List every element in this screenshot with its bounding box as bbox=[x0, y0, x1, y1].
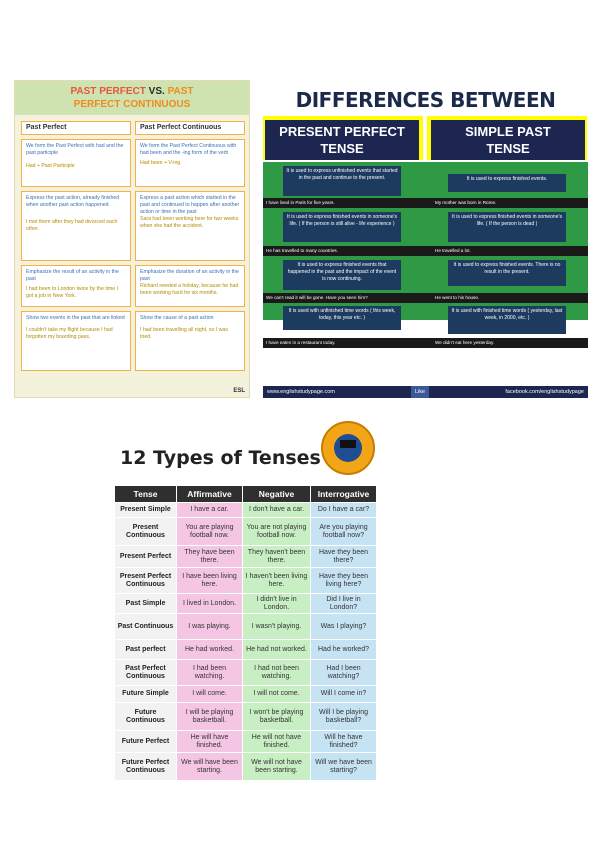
panel-a-title: PAST PERFECT VS. PAST PERFECT CONTINUOUS bbox=[15, 81, 249, 115]
tense-name-cell: Present Continuous bbox=[115, 518, 177, 546]
example-row-2: He has travelled to many countries. He travelled a lot. bbox=[263, 246, 588, 256]
example-cell: Have they been there? bbox=[311, 546, 377, 568]
example-cell: I was playing. bbox=[177, 614, 243, 640]
pa-cell: Emphasize the duration of an activity in the past Richard needed a holiday, because he had been working hard for six months. bbox=[135, 265, 245, 307]
example-cell: I will not come. bbox=[243, 686, 311, 703]
example-row-1: I have lived in Paris for five years. My mother was born in Rome. bbox=[263, 198, 588, 208]
example-row-4: I have eaten in a restaurant today. We didn't eat here yesterday. bbox=[263, 338, 588, 348]
tense-name-cell: Present Perfect bbox=[115, 546, 177, 568]
pp-rule-4: It is used with unfinished time words ( this week, today, this year etc. ) bbox=[283, 306, 401, 330]
header-negative: Negative bbox=[243, 486, 311, 503]
example-cell: Will he have finished? bbox=[311, 731, 377, 753]
table-header-row bbox=[115, 486, 377, 503]
sp-rule-4: It is used with finished time words ( yesterday, last week, in 2000, etc. ) bbox=[448, 306, 566, 334]
pp-rule-1: It is used to express unfinished events that started in the past and continue to the present. bbox=[283, 166, 401, 196]
example-cell: I will be playing basketball. bbox=[177, 703, 243, 731]
example-cell: Was I playing? bbox=[311, 614, 377, 640]
twelve-tenses-panel bbox=[114, 425, 376, 807]
panel-b-footer bbox=[263, 386, 588, 398]
example-cell: Had I been watching? bbox=[311, 660, 377, 686]
pa-cell: Express the past action, already finished when another past action happened I met them after they had divorced each other. bbox=[21, 191, 131, 261]
esl-logo: ESL bbox=[233, 388, 245, 394]
example-cell: I won't be playing basketball. bbox=[243, 703, 311, 731]
table-row bbox=[115, 503, 377, 518]
example-cell: Will I come in? bbox=[311, 686, 377, 703]
example-cell: He will have finished. bbox=[177, 731, 243, 753]
example-cell: We will have been starting. bbox=[177, 753, 243, 781]
example-cell: I haven't been living here. bbox=[243, 568, 311, 594]
example-cell: I have a car. bbox=[177, 503, 243, 518]
sp-rule-2: It is used to express finished events in someone's life. ( If the person is dead ) bbox=[448, 212, 566, 242]
example-row-3: We can't read it will be gone. Have you seen him? He went to his house. bbox=[263, 293, 588, 303]
example-cell: Will we have been starting? bbox=[311, 753, 377, 781]
present-perfect-vs-simple-past-panel bbox=[263, 88, 588, 400]
example-cell: Are you playing football now? bbox=[311, 518, 377, 546]
like-button[interactable]: Like bbox=[411, 386, 429, 398]
tense-name-cell: Future Perfect bbox=[115, 731, 177, 753]
pp-rule-2: It is used to express finished events in someone's life. ( If the person is still alive - life experience ) bbox=[283, 212, 401, 242]
example-cell: I didn't live in London. bbox=[243, 594, 311, 614]
example-cell: Have they been living here? bbox=[311, 568, 377, 594]
tense-name-cell: Future Continuous bbox=[115, 703, 177, 731]
present-perfect-title: PRESENT PERFECT TENSE bbox=[265, 120, 419, 160]
sp-rule-3: It is used to express finished events. There is no result in the present. bbox=[448, 260, 566, 286]
pp-rule-3: It is used to express finished events that happened in the past and the impact of the event is now continuing. bbox=[283, 260, 401, 290]
example-cell: He will not have finished. bbox=[243, 731, 311, 753]
example-cell: You are playing football now. bbox=[177, 518, 243, 546]
graduation-cap-icon bbox=[340, 440, 356, 448]
example-cell: You are not playing football now. bbox=[243, 518, 311, 546]
table-row bbox=[115, 640, 377, 660]
table-row bbox=[115, 703, 377, 731]
header-affirmative: Affirmative bbox=[177, 486, 243, 503]
example-cell: Will I be playing basketball? bbox=[311, 703, 377, 731]
table-row bbox=[115, 660, 377, 686]
example-cell: Did I live in London? bbox=[311, 594, 377, 614]
tense-name-cell: Present Simple bbox=[115, 503, 177, 518]
pa-cell: Express a past action which started in the past and continued to happen after another action or time in the past Sara had been working here for two weeks when she had the accident. bbox=[135, 191, 245, 261]
example-cell: They have been there. bbox=[177, 546, 243, 568]
simple-past-title: SIMPLE PAST TENSE bbox=[431, 120, 585, 160]
example-cell: I will come. bbox=[177, 686, 243, 703]
tenses-table bbox=[114, 485, 377, 781]
past-perfect-vs-continuous-panel bbox=[14, 80, 250, 398]
table-row bbox=[115, 594, 377, 614]
pa-cell: We form the Past Perfect Continuous with had been and the -ing form of the verb Had been + V-ing bbox=[135, 139, 245, 187]
tense-name-cell: Past perfect bbox=[115, 640, 177, 660]
tenses-title: 12 Types of Tenses bbox=[120, 447, 321, 469]
table-row bbox=[115, 731, 377, 753]
pa-cell: Show the cause of a past action I had been travelling all night, so I was tired. bbox=[135, 311, 245, 371]
facebook-link[interactable]: facebook.com/englishstudypage bbox=[505, 389, 584, 395]
website-link[interactable]: www.englishstudypage.com bbox=[267, 389, 335, 395]
globe-icon bbox=[334, 434, 362, 462]
pa-cell: We form the Past Perfect with had and the past participle Had + Past Participle bbox=[21, 139, 131, 187]
tense-name-cell: Past Continuous bbox=[115, 614, 177, 640]
example-cell: Do I have a car? bbox=[311, 503, 377, 518]
col-header-past-perfect-continuous: Past Perfect Continuous bbox=[135, 121, 245, 135]
header-tense: Tense bbox=[115, 486, 177, 503]
example-cell: They haven't been there. bbox=[243, 546, 311, 568]
tense-name-cell: Present Perfect Continuous bbox=[115, 568, 177, 594]
example-cell: He had worked. bbox=[177, 640, 243, 660]
sp-rule-1: It is used to express finished events. bbox=[448, 174, 566, 192]
tense-name-cell: Past Simple bbox=[115, 594, 177, 614]
col-header-past-perfect: Past Perfect bbox=[21, 121, 131, 135]
pa-cell: Show two events in the past that are linked I couldn't take my flight because I had forgotten my boarding pass. bbox=[21, 311, 131, 371]
table-row bbox=[115, 614, 377, 640]
example-cell: I wasn't playing. bbox=[243, 614, 311, 640]
example-cell: I had not been watching. bbox=[243, 660, 311, 686]
lessons-for-english-logo bbox=[321, 421, 375, 475]
example-cell: I had been watching. bbox=[177, 660, 243, 686]
table-row bbox=[115, 568, 377, 594]
table-row bbox=[115, 518, 377, 546]
example-cell: I don't have a car. bbox=[243, 503, 311, 518]
pa-cell: Emphasize the result of an activity in the past I had been to London twice by the time I got a job in New York. bbox=[21, 265, 131, 307]
tense-name-cell: Past Perfect Continuous bbox=[115, 660, 177, 686]
table-row bbox=[115, 753, 377, 781]
panel-b-header: DIFFERENCES BETWEEN bbox=[295, 88, 556, 112]
tense-name-cell: Future Simple bbox=[115, 686, 177, 703]
header-interrogative: Interrogative bbox=[311, 486, 377, 503]
example-cell: He had not worked. bbox=[243, 640, 311, 660]
example-cell: Had he worked? bbox=[311, 640, 377, 660]
tense-name-cell: Future Perfect Continuous bbox=[115, 753, 177, 781]
table-row bbox=[115, 546, 377, 568]
example-cell: I have been living here. bbox=[177, 568, 243, 594]
example-cell: We will not have been starting. bbox=[243, 753, 311, 781]
table-row bbox=[115, 686, 377, 703]
example-cell: I lived in London. bbox=[177, 594, 243, 614]
